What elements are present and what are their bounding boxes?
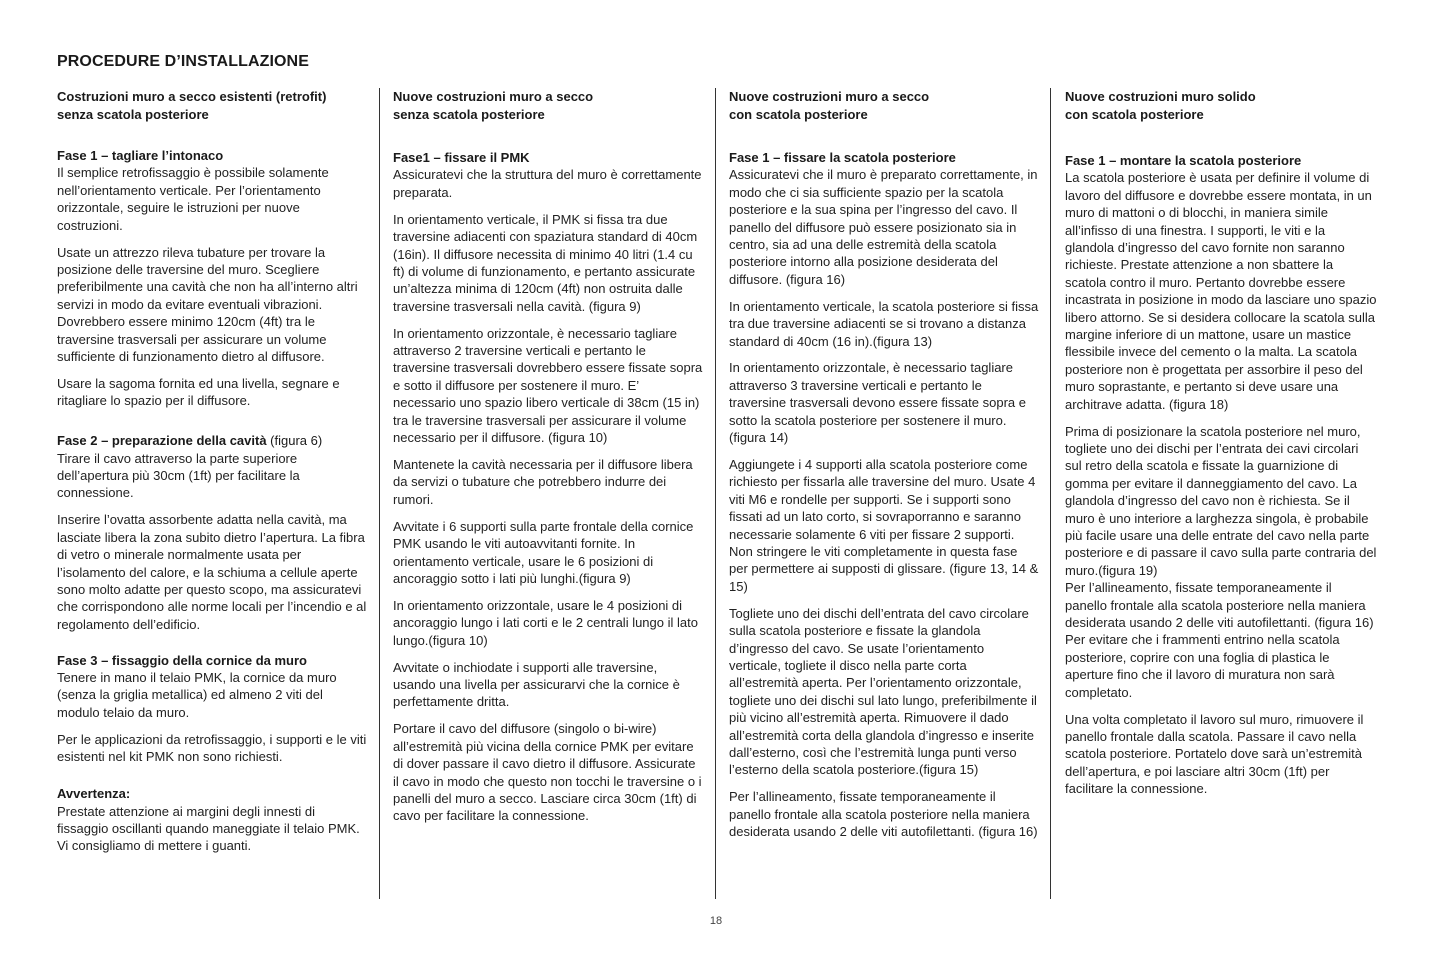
paragraph: La scatola posteriore è usata per definire il volume di lavoro del diffusore e dovrebbe essere montata, in un muro di mattoni o di blocchi, in maniera simile all’infisso di una finestra. I supporti, le viti e la glandola d’ingresso del cavo fornite non saranno richieste. Prestate attenzione a non sbattere la scatola contro il muro. Pertanto dovrebbe essere incastrata in posizione in modo da lasciare uno spazio libero attorno. Se si desidera collocare la scatola sulla margine inferiore di un mattone, usare un mastice flessibile invece del cemento o la malta. La scatola posteriore non è progettata per assorbire il peso del muro soprastante, e pertanto si deve usare una architrave adatta. (figura 18) xyxy=(1065,170,1377,412)
column-divider xyxy=(379,88,380,899)
paragraph: Togliete uno dei dischi dell’entrata del cavo circolare sulla scatola posteriore e fissate la glandola d’ingresso del cavo. Se usate l’orientamento verticale, togliete il disco nella parte corta all’estremità aperta. Per l’orientamento orizzontale, togliete uno dei dischi sul lato lungo, preferibilmente il più vicino all’estremità aperta. Rimuovere il dado all’estremità corta della glandola d’ingresso e inserite dall’esterno, così che l’estremità lunga punti verso l’esterno della scatola posteriore.(figura 15) xyxy=(729,605,1037,778)
column-divider xyxy=(715,88,716,899)
paragraph: Una volta completato il lavoro sul muro, rimuovere il panello frontale dalla scatola. Passare il cavo nella scatola posteriore. Portatelo dove sarà un’estremità dell’apertura, e poi lasciare altri 30cm (1ft) per facilitare la connessione. xyxy=(1065,711,1364,797)
paragraph: Aggiungete i 4 supporti alla scatola posteriore come richiesto per fissarla alle traversine del muro. Usate 4 viti M6 e rondelle per supporti. Se i supporti sono fissati ad un lato corto, si sovraporranno e saranno necessarie solamente 6 viti per fissare 2 supporti. Non stringere le viti completamente in questa fase per permettere ai supposti di glissare. (figure 13, 14 & 15) xyxy=(729,457,1039,594)
paragraph: Inserire l’ovatta assorbente adatta nella cavità, ma lasciate libera la zona subito dietro l’apertura. La fibra di vetro o minerale normalmente usata per l’isolamento del calore, e la schiuma a cellule aperte sono molto adatte per questo scopo, ma assicuratevi che corrispondono alle norme locali per l’incendio e al regolamento dell’edificio. xyxy=(57,512,367,632)
section-title: Fase 1 – tagliare l’intonaco xyxy=(57,148,224,163)
column-heading-line-1: Costruzioni muro a secco esistenti (retrofit) xyxy=(57,89,327,104)
paragraph: In orientamento orizzontale, è necessario tagliare attraverso 3 traversine verticali e pertanto le traversine trasversali devono essere fissate sopra e sotto la scatola posteriore per sostenere il muro. (figura 14) xyxy=(729,360,1026,446)
column-new-drywall-no-backbox xyxy=(393,88,703,834)
column-heading xyxy=(393,88,703,123)
column-retrofit xyxy=(57,88,367,864)
column-heading-line-2: senza scatola posteriore xyxy=(393,106,545,122)
paragraph: Per le applicazioni da retrofissaggio, i supporti e le viti esistenti nel kit PMK non sono richiesti. xyxy=(57,731,367,765)
section-title: Fase1 – fissare il PMK xyxy=(393,150,530,165)
column-heading-line-1: Nuove costruzioni muro a secco xyxy=(393,89,594,104)
paragraph: Per evitare che i frammenti entrino nella scatola posteriore, coprire con una foglia di plastica le aperture fino che il lavoro di muratura non sarà completato. xyxy=(1065,632,1340,700)
paragraph: In orientamento verticale, il PMK si fissa tra due traversine adiacenti con spaziatura standard di 40cm (16in). Il diffusore necessita di minimo 40 litri (1.4 cu ft) di volume di funzionamento, e pertanto assicurate un’altezza minima di 120cm (4ft) non ostruita dalle traversine trasversali nella cavità. (figura 9) xyxy=(393,211,698,314)
section-title: Fase 1 – fissare la scatola posteriore xyxy=(729,150,956,165)
paragraph: Assicuratevi che la struttura del muro è correttamente preparata. xyxy=(393,167,702,200)
paragraph: Portare il cavo del diffusore (singolo o bi-wire) all’estremità più vicina della cornice PMK per evitare di dover passare il cavo dietro il diffusore. Assicurate il cavo in modo che questo non tocchi le traversine o i panelli del muro a secco. Lasciare circa 30cm (1ft) di cavo per facilitare la connessione. xyxy=(393,721,702,824)
page-title: PROCEDURE D’INSTALLAZIONE xyxy=(57,53,309,70)
column-new-drywall-with-backbox xyxy=(729,88,1039,850)
page-number: 18 xyxy=(709,915,723,927)
column-heading xyxy=(57,88,367,123)
paragraph: Tenere in mano il telaio PMK, la cornice da muro (senza la griglia metallica) ed almeno 2 viti del modulo telaio da muro. xyxy=(57,670,337,720)
paragraph: Il semplice retrofissaggio è possibile solamente nell’orientamento verticale. Per l’orientamento orizzontale, seguire le istruzioni per nuove costruzioni. xyxy=(57,165,329,233)
column-new-solid-wall-with-backbox xyxy=(1065,88,1377,807)
paragraph: Prima di posizionare la scatola posteriore nel muro, togliete uno dei dischi per l’entrata dei cavi circolari sul retro della scatola e fissate la guarnizione di gomma per evitare il danneggiamento del cavo. La glandola d’ingresso del cavo non è richiesta. Se il muro è uno interiore a larghezza singola, è probabile più facile usare una delle entrate del cavo nella parte posteriore e di passare il cavo sulla parte contraria del muro.(figura 19) xyxy=(1065,423,1377,578)
column-divider xyxy=(1050,88,1051,899)
section-title xyxy=(57,432,367,449)
column-heading-line-1: Nuove costruzioni muro solido xyxy=(1065,89,1256,104)
section-title: Fase 1 – montare la scatola posteriore xyxy=(1065,153,1302,168)
paragraph: Per l’allineamento, fissate temporaneamente il panello frontale alla scatola posteriore nella maniera desiderata usando 2 delle viti autofilettanti. (figura 16) xyxy=(1065,580,1374,631)
paragraph: Mantenete la cavità necessaria per il diffusore libera da servizi o tubature che potrebbero indurre dei rumori. xyxy=(393,457,693,507)
paragraph: Tirare il cavo attraverso la parte superiore dell’apertura più 30cm (1ft) per facilitare la connessione. xyxy=(57,450,300,501)
paragraph: Per l’allineamento, fissate temporaneamente il panello frontale alla scatola posteriore nella maniera desiderata usando 2 delle viti autofilettanti. (figura 16) xyxy=(729,789,1038,840)
paragraph: Avvitate i 6 supporti sulla parte frontale della cornice PMK usando le viti autoavvitanti fornite. In orientamento verticale, usare le 6 posizioni di ancoraggio sotto i lati più lunghi.(figura 9) xyxy=(393,518,694,586)
section-title: Fase 3 – fissaggio della cornice da muro xyxy=(57,652,307,668)
column-heading-line-1: Nuove costruzioni muro a secco xyxy=(729,89,930,104)
column-heading-line-2: con scatola posteriore xyxy=(729,106,868,122)
paragraph: In orientamento orizzontale, usare le 4 posizioni di ancoraggio lungo i lati corti e le 2 centrali lungo il lato lungo.(figura 10) xyxy=(393,597,698,648)
figure-reference: (figura 6) xyxy=(266,433,323,449)
column-heading-line-2: senza scatola posteriore xyxy=(57,106,209,122)
paragraph: Usate un attrezzo rileva tubature per trovare la posizione delle traversine del muro. Scegliere preferibilmente una cavità che non ha all’interno altri servizi in modo da evitare eventuali vibrazioni. Dovrebbero essere minimo 120cm (4ft) tra le traversine trasversali per assicurare un volume sufficiente di funzionamento dietro al diffusore. xyxy=(57,244,358,364)
paragraph: In orientamento verticale, la scatola posteriore si fissa tra due traversine adiacenti se si trovano a distanza standard di 40cm (16 in).(figura 13) xyxy=(729,298,1039,349)
paragraph: Avvitate o inchiodate i supporti alle traversine, usando una livella per assicurarvi che la cornice è perfettamente dritta. xyxy=(393,659,680,710)
paragraph: In orientamento orizzontale, è necessario tagliare attraverso 2 traversine verticali e pertanto le traversine trasversali dovrebbero essere fissate sopra e sotto il diffusore per sostenere il muro. E’ necessario uno spazio libero verticale di 38cm (15 in) tra le traversine trasversali per assicurare il volume necessario per il diffusore. (figura 10) xyxy=(393,325,703,446)
section-title: Avvertenza: xyxy=(57,786,131,802)
column-heading xyxy=(729,88,1039,123)
paragraph: Assicuratevi che il muro è preparato correttamente, in modo che ci sia sufficiente spazio per la scatola posteriore e la sua spina per l’ingresso del cavo. Il panello del diffusore può essere posizionato sia in centro, sia ad una delle estremità della scatola posteriore intorno alla posizione desiderata del diffusore. (figura 16) xyxy=(729,167,1038,287)
column-heading xyxy=(1065,88,1377,123)
paragraph: Prestate attenzione ai margini degli innesti di fissaggio oscillanti quando maneggiate il telaio PMK. Vi consigliamo di mettere i guanti. xyxy=(57,803,360,854)
paragraph: Usare la sagoma fornita ed una livella, segnare e ritagliare lo spazio per il diffusore. xyxy=(57,375,340,409)
column-heading-line-2: con scatola posteriore xyxy=(1065,106,1204,122)
section-title-text: Fase 2 – preparazione della cavità xyxy=(57,433,267,449)
